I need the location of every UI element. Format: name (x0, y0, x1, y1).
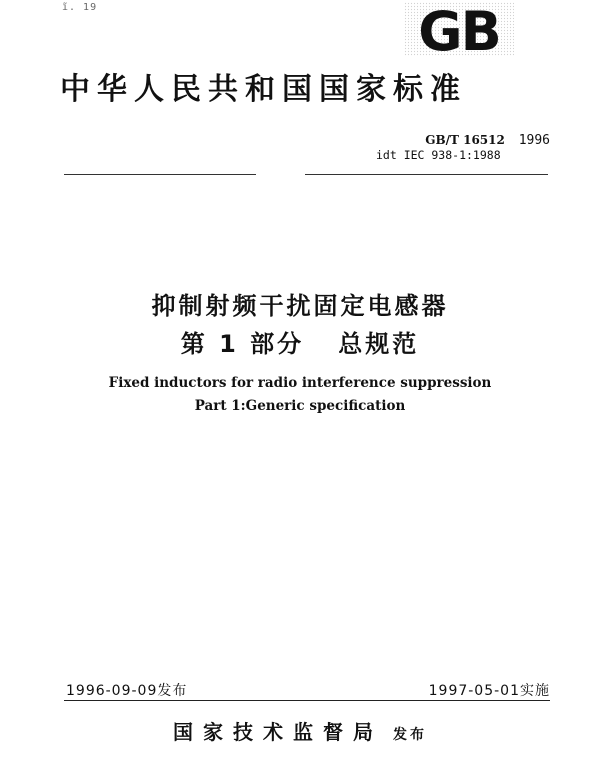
title-chinese-line2: 第 1 部分 总规范 (180, 330, 420, 358)
national-standard-title: 中华人民共和国国家标准 (60, 72, 467, 107)
publisher-verb: 发布 (393, 727, 427, 743)
title-chinese-line1: 抑制射频干扰固定电感器 (151, 292, 449, 320)
header-rule-right (305, 174, 548, 175)
corner-mark: ĩ. 19 (62, 2, 98, 13)
gb-logo (404, 2, 514, 56)
standard-code: GB/T 16512 (425, 133, 505, 147)
issue-date: 1996-09-09发布 (66, 683, 188, 699)
implementation-date: 1997-05-01实施 (428, 683, 550, 699)
title-english-line2: Part 1:Generic specification (194, 398, 406, 414)
standard-idt: idt IEC 938-1:1988 (376, 148, 501, 162)
title-english-line1: Fixed inductors for radio interference suppression (108, 375, 492, 391)
header-rule-left (64, 174, 256, 175)
standard-year: 1996 (518, 133, 550, 148)
publisher-name: 国家技术监督局 (173, 720, 383, 744)
publisher (0, 716, 600, 745)
standard-number (380, 133, 550, 148)
date-rule (64, 700, 550, 701)
gb-logo-text: GB (418, 2, 500, 56)
